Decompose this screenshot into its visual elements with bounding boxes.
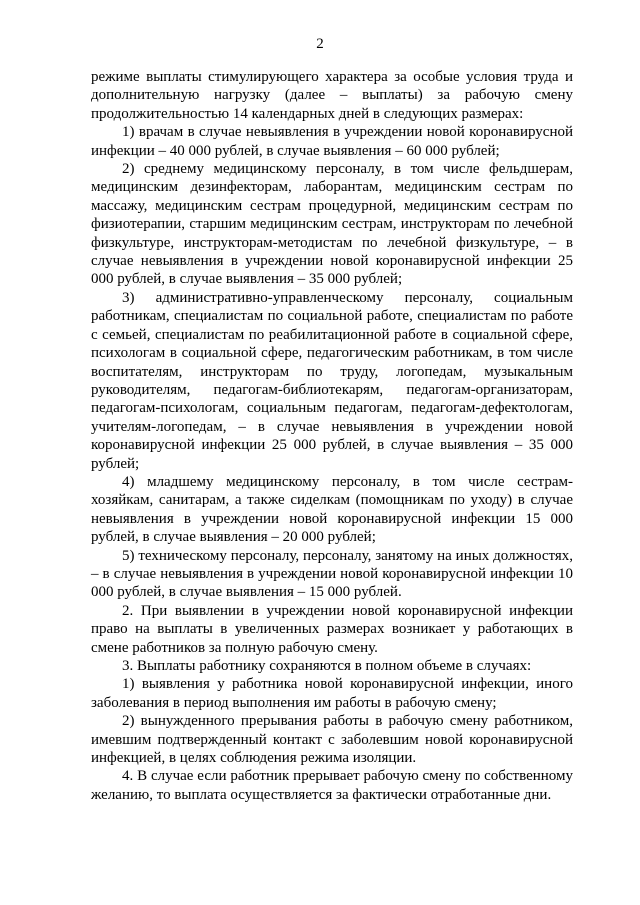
paragraph-item-3-admin-staff: 3) административно-управленческому персоналу, социальным работникам, специалистам по социальной работе, специалистам по работе с семьей, специалистам по реабилитационной работе в социальной сфере, психологам в социальной сфере, педагогическим работникам, в том числе воспитателям, инструкторам по труду, логопедам, музыкальным руководителям, педагогам-библиотекарям, педагогам-организаторам, педагогам-психологам, социальным педагогам, педагогам-дефектологам, учителям-логопедам, – в случае невыявления в учреждении новой коронавирусной инфекции 25 000 рублей, в случае выявления – 35 000 рублей;: [91, 289, 573, 472]
paragraph-item-2-mid-medical-staff: 2) среднему медицинскому персоналу, в том числе фельдшерам, медицинским дезинфекторам, лаборантам, медицинским сестрам по массажу, медицинским сестрам процедурной, медицинским сестрам по физиотерапии, старшим медицинским сестрам, инструкторам по лечебной физкультуре, инструкторам-методистам по лечебной физкультуре, – в случае невыявления в учреждении новой коронавирусной инфекции 25 000 рублей, в случае выявления – 35 000 рублей;: [91, 161, 573, 288]
paragraph-continuation: режиме выплаты стимулирующего характера за особые условия труда и дополнительную нагрузку (далее – выплаты) за рабочую смену продолжительностью 14 календарных дней в следующих размерах:: [91, 69, 573, 122]
paragraph-clause-3-item-1: 1) выявления у работника новой коронавирусной инфекции, иного заболевания в период выполнения им работы в рабочую смену;: [91, 676, 573, 711]
paragraph-item-5-technical-staff: 5) техническому персоналу, персоналу, занятому на иных должностях, – в случае невыявления в учреждении новой коронавирусной инфекции 10 000 рублей, в случае выявления – 15 000 рублей.: [91, 547, 573, 601]
paragraph-clause-3: 3. Выплаты работнику сохраняются в полном объеме в случаях:: [122, 658, 532, 674]
page-number: 2: [316, 36, 324, 52]
paragraph-clause-2: 2. При выявлении в учреждении новой коронавирусной инфекции право на выплаты в увеличенных размерах возникает у работающих в смене работников за полную рабочую смену.: [91, 602, 573, 656]
paragraph-clause-4: 4. В случае если работник прерывает рабочую смену по собственному желанию, то выплата осуществляется за фактически отработанные дни.: [91, 768, 573, 803]
paragraph-item-1-doctors: 1) врачам в случае невыявления в учреждении новой коронавирусной инфекции – 40 000 рублей, в случае выявления – 60 000 рублей;: [91, 124, 573, 159]
document-body: [91, 68, 573, 804]
paragraph-item-4-junior-medical-staff: 4) младшему медицинскому персоналу, в том числе сестрам-хозяйкам, санитарам, а также сиделкам (помощникам по уходу) в случае невыявления в учреждении новой коронавирусной инфекции 15 000 рублей, в случае выявления – 20 000 рублей;: [91, 473, 573, 546]
paragraph-clause-3-item-2: 2) вынужденного прерывания работы в рабочую смену работником, имевшим подтвержденный контакт с заболевшим новой коронавирусной инфекцией, в целях соблюдения режима изоляции.: [91, 713, 573, 767]
